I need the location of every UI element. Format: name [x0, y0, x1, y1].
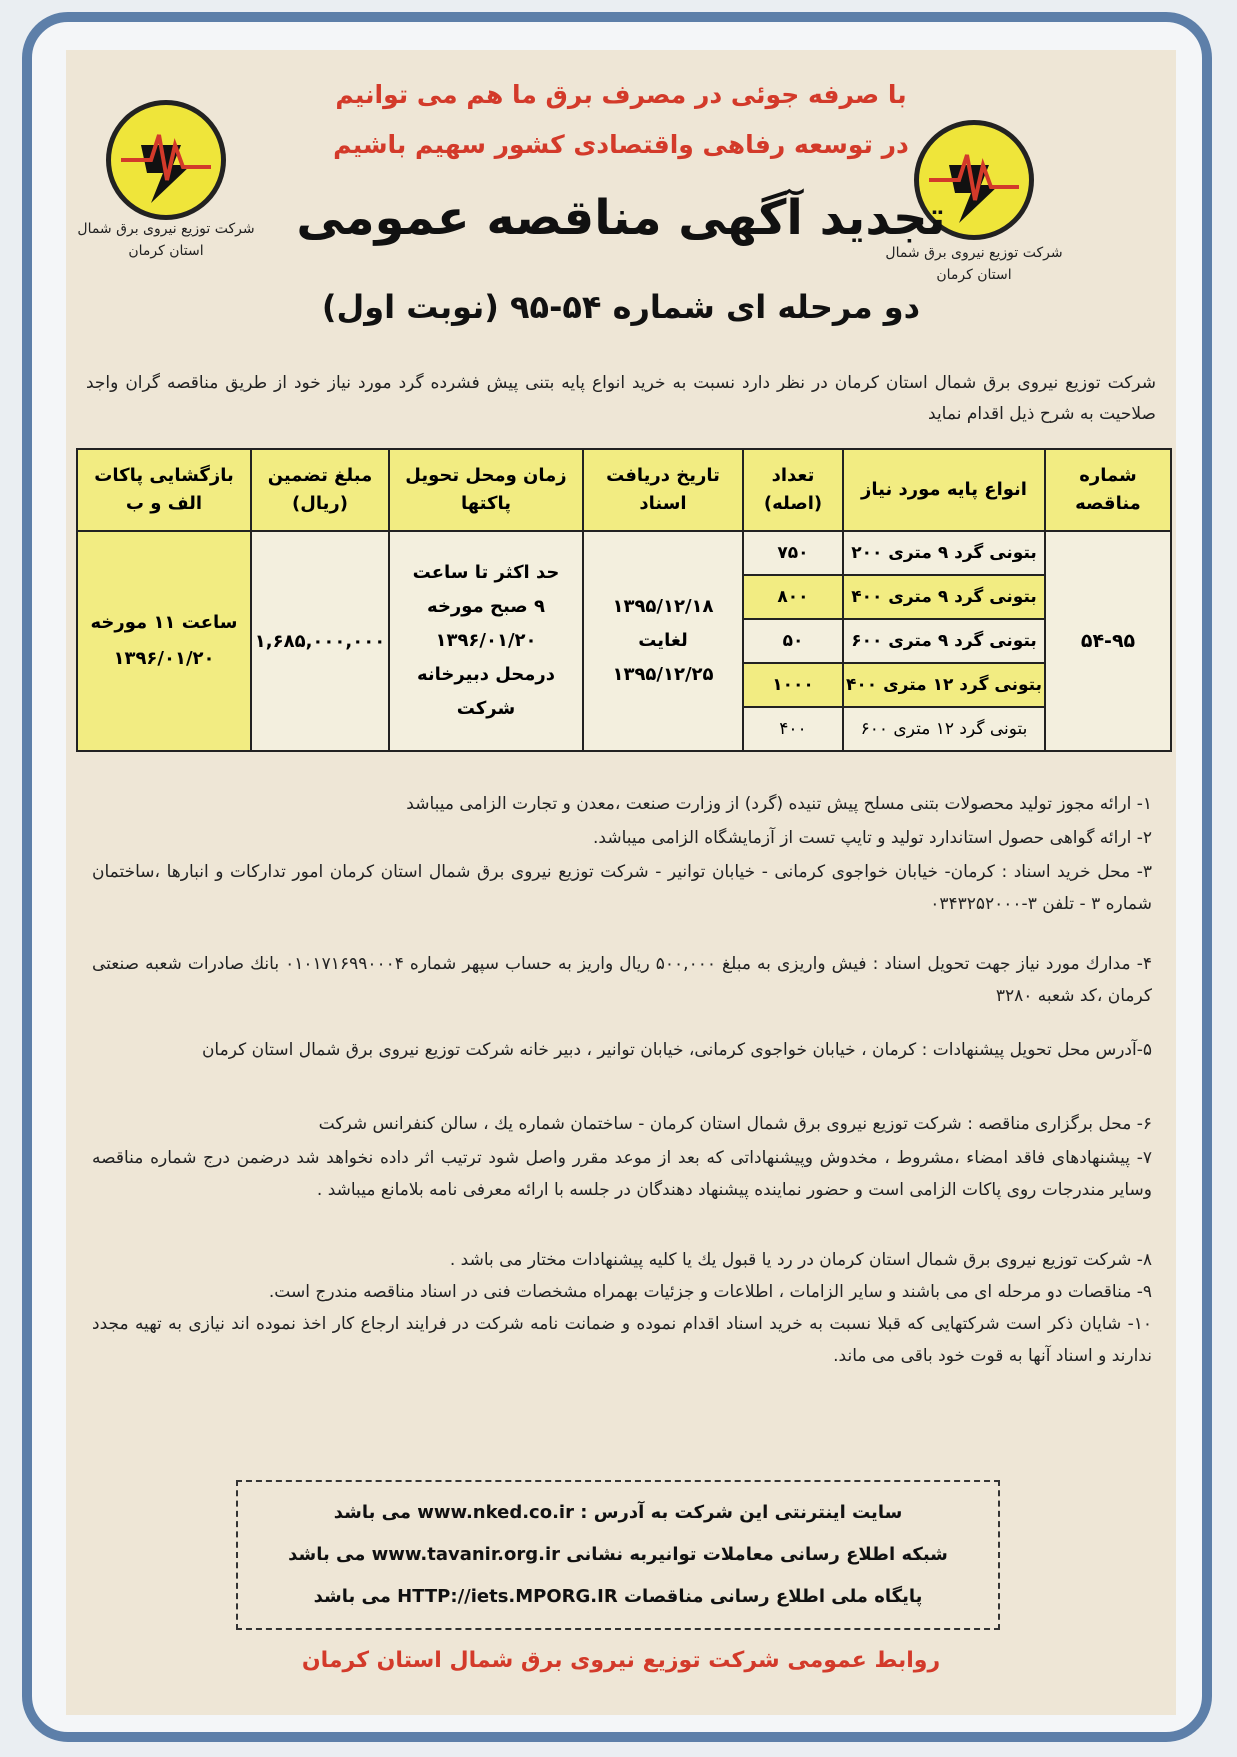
pole-type-cell: بتونی گرد ۱۲ متری ۶۰۰ — [843, 707, 1045, 751]
count-cell: ۴۰۰ — [743, 707, 843, 751]
website-company: سایت اینترنتی این شرکت به آدرس : www.nked.co.ir می باشد — [333, 1502, 903, 1523]
tender-number-cell: ۵۴-۹۵ — [1045, 531, 1171, 751]
intro-paragraph: شرکت توزیع نیروی برق شمال استان کرمان در نظر دارد نسبت به خرید انواع پایه بتنی پیش فشرده گرد مورد نیاز خود از طریق مناقصه گران واجد صلاحیت به شرح ذیل اقدام نماید — [86, 373, 1156, 424]
pole-type-cell: بتونی گرد ۹ متری ۴۰۰ — [843, 575, 1045, 619]
delivery-cell: حد اکثر تا ساعت ۹ صبح مورخه ۱۳۹۶/۰۱/۲۰ درمحل دبیرخانه شرکت — [389, 531, 583, 751]
slogan-line-2: در توسعه رفاهی واقتصادی کشور سهیم باشیم — [333, 130, 909, 159]
guarantee-cell: ۱,۶۸۵,۰۰۰,۰۰۰ — [251, 531, 389, 751]
slogan-line-1: با صرفه جوئی در مصرف برق ما هم می توانیم — [335, 80, 907, 109]
header-doc-date: تاریخ دریافت اسناد — [583, 449, 743, 531]
header-count: تعداد (اصله) — [743, 449, 843, 531]
term-item-10: ۱۰- شایان ذکر است شرکتهایی که قبلا نسبت به خرید اسناد اقدام نموده و ضمانت نامه شرکت در فرایند ارجاع کار اخذ نموده اند نیازی به تهیه مجدد ندارند و اسناد آنها به قوت خود باقی می ماند. — [92, 1314, 1152, 1366]
footer-public-relations: روابط عمومی شرکت توزیع نیروی برق شمال استان کرمان — [301, 1648, 941, 1673]
count-cell: ۱۰۰۰ — [743, 663, 843, 707]
tender-table — [76, 448, 1172, 752]
website-tavanir: شبکه اطلاع رسانی معاملات توانیربه نشانی www.tavanir.org.ir می باشد — [288, 1544, 948, 1565]
tender-notice — [66, 50, 1176, 1715]
pole-type-cell: بتونی گرد ۹ متری ۶۰۰ — [843, 619, 1045, 663]
count-cell: ۸۰۰ — [743, 575, 843, 619]
logo-caption-left: شرکت توزیع نیروی برق شمال استان کرمان — [77, 221, 255, 259]
table-header-row — [77, 449, 1171, 531]
term-item-3: ۳- محل خرید اسناد : کرمان- خیابان خواجوی کرمانی - خیابان توانیر - شرکت توزیع نیروی برق شمال استان کرمان امور تدارکات و انبارها ،ساختمان شماره ۳ - تلفن ۳-۰۳۴۳۲۵۲۰۰۰ — [92, 862, 1152, 914]
term-item-6: ۶- محل برگزاری مناقصه : شرکت توزیع نیروی برق شمال استان کرمان - ساختمان شماره یك ، سالن کنفرانس شرکت — [318, 1114, 1152, 1134]
term-item-4: ۴- مدارك مورد نیاز جهت تحویل اسناد : فیش واریزی به مبلغ ۵۰۰,۰۰۰ ریال واریز به حساب سپهر شماره ۰۱۰۱۷۱۶۹۹۰۰۰۴ بانك صادرات شعبه صنعتی کرمان ،کد شعبه ۳۲۸۰ — [92, 954, 1153, 1006]
pole-type-cell: بتونی گرد ۱۲ متری ۴۰۰ — [843, 663, 1045, 707]
term-item-8: ۸- شرکت توزیع نیروی برق شمال استان کرمان در رد یا قبول یك یا کلیه پیشنهادات مختار می باشد . — [449, 1250, 1152, 1270]
table-row — [77, 531, 1171, 575]
header-tender-number: شماره مناقصه — [1045, 449, 1171, 531]
term-item-2: ۲- ارائه گواهی حصول استاندارد تولید و تایپ تست از آزمایشگاه الزامی میباشد. — [593, 828, 1152, 848]
opening-cell: ساعت ۱۱ مورخه ۱۳۹۶/۰۱/۲۰ — [77, 531, 251, 751]
page-title: تجدید آگهی مناقصه عمومی — [296, 190, 946, 246]
website-iets: پایگاه ملی اطلاع رسانی مناقصات HTTP://iets.MPORG.IR می باشد — [313, 1586, 923, 1607]
count-cell: ۵۰ — [743, 619, 843, 663]
count-cell: ۷۵۰ — [743, 531, 843, 575]
page-subtitle: دو مرحله ای شماره ۵۴-۹۵ (نوبت اول) — [321, 288, 921, 326]
term-item-5: ۵-آدرس محل تحویل پیشنهادات : کرمان ، خیابان خواجوی کرمانی، خیابان توانیر ، دبیر خانه شرکت توزیع نیروی برق شمال استان کرمان — [201, 1040, 1152, 1060]
header-opening: بازگشایی پاکات الف و ب — [77, 449, 251, 531]
logo-caption-right: شرکت توزیع نیروی برق شمال استان کرمان — [885, 245, 1063, 283]
term-item-1: ۱- ارائه مجوز تولید محصولات بتنی مسلح پیش تنیده (گرد) از وزارت صنعت ،معدن و تجارت الزامی میباشد — [406, 794, 1152, 814]
header-guarantee: مبلغ تضمین (ریال) — [251, 449, 389, 531]
term-item-9: ۹- مناقصات دو مرحله ای می باشند و سایر الزامات ، اطلاعات و جزئیات بهمراه مشخصات فنی در اسناد مناقصه مندرج است. — [268, 1282, 1152, 1302]
header-pole-types: انواع پایه مورد نیاز — [843, 449, 1045, 531]
header-delivery: زمان ومحل تحویل پاکتها — [389, 449, 583, 531]
doc-date-cell: ۱۳۹۵/۱۲/۱۸ لغایت ۱۳۹۵/۱۲/۲۵ — [583, 531, 743, 751]
websites-box — [236, 1480, 1000, 1630]
pole-type-cell: بتونی گرد ۹ متری ۲۰۰ — [843, 531, 1045, 575]
term-item-7: ۷- پیشنهادهای فاقد امضاء ،مشروط ، مخدوش وپیشنهاداتی که بعد از موعد مقرر واصل شود ترتیب اثر داده نخواهد شد درضمن درج شماره مناقصه وسایر مندرجات روی پاکات الزامی است و حضور نماینده پیشنهاد دهندگان در جلسه با ارائه معرفی نامه بلامانع میباشد . — [92, 1148, 1152, 1200]
